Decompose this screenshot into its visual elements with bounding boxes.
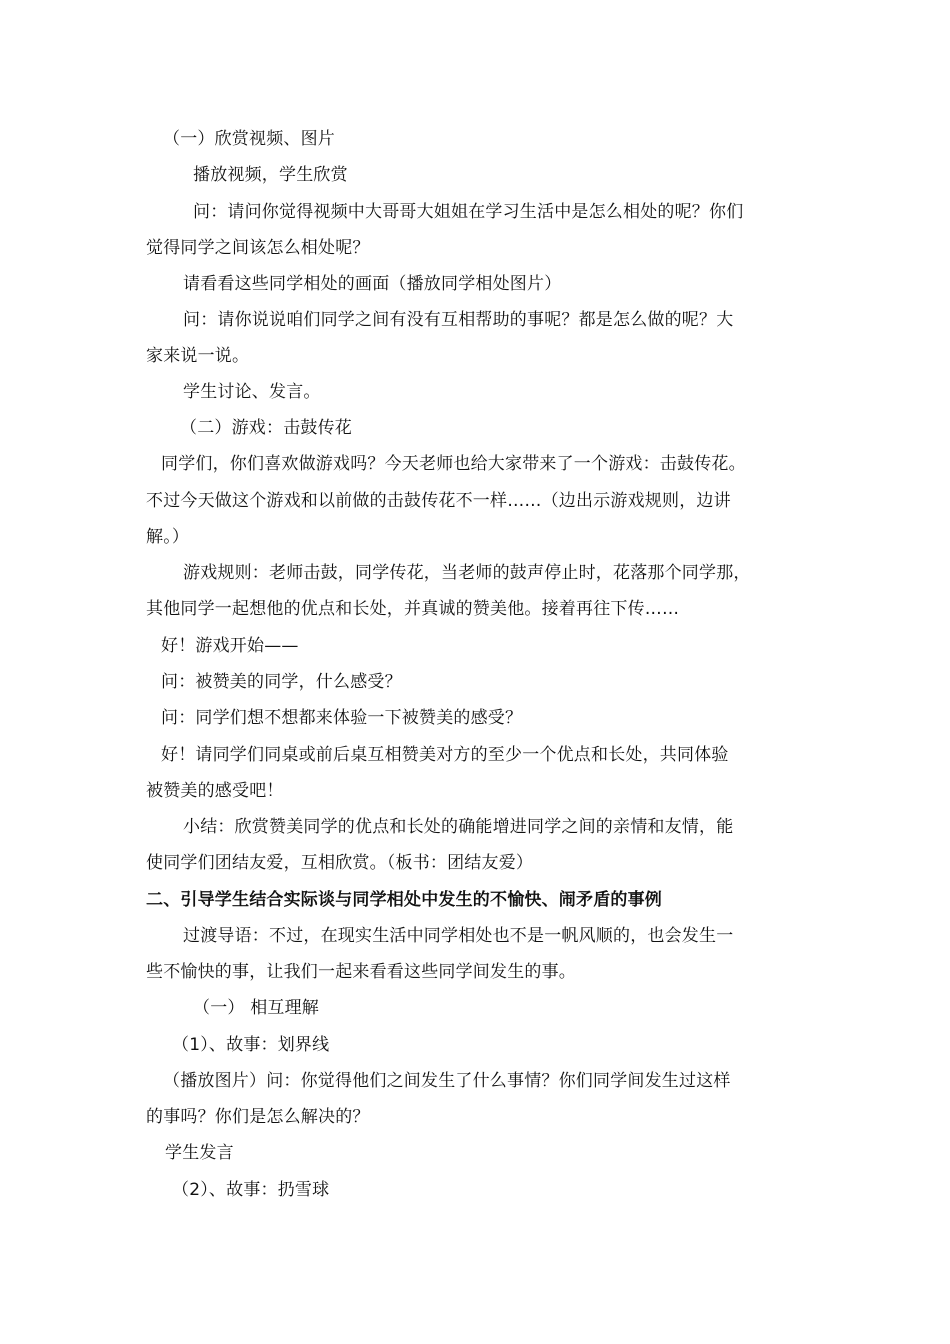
paragraph-line: 不过今天做这个游戏和以前做的击鼓传花不一样……（边出示游戏规则，边讲 — [146, 491, 731, 511]
paragraph-line: 觉得同学之间该怎么相处呢？ — [146, 238, 370, 258]
paragraph-line: 问：被赞美的同学，什么感受？ — [161, 672, 402, 692]
paragraph-line: 同学们，你们喜欢做游戏吗？今天老师也给大家带来了一个游戏：击鼓传花。 — [161, 454, 746, 474]
section-heading: 二、引导学生结合实际谈与同学相处中发生的不愉快、闹矛盾的事例 — [146, 890, 662, 910]
summary-line: 使同学们团结友爱，互相欣赏。（板书：团结友爱） — [146, 853, 534, 873]
paragraph-line: 的事吗？你们是怎么解决的？ — [146, 1107, 370, 1127]
subheading-mutual-understanding: （一） 相互理解 — [193, 998, 320, 1018]
paragraph-line: 过渡导语：不过，在现实生活中同学相处也不是一帆风顺的，也会发生一 — [183, 926, 734, 946]
paragraph-line: 问：请问你觉得视频中大哥哥大姐姐在学习生活中是怎么相处的呢？你们 — [193, 202, 744, 222]
paragraph-line: 学生讨论、发言。 — [183, 382, 321, 402]
subheading-video-images: （一）欣赏视频、图片 — [163, 129, 335, 149]
paragraph-line: 好！游戏开始—— — [161, 636, 299, 656]
paragraph-line: 请看看这些同学相处的画面（播放同学相处图片） — [183, 274, 562, 294]
subheading-game: （二）游戏：击鼓传花 — [180, 418, 352, 438]
story-heading: （2）、故事：扔雪球 — [172, 1180, 330, 1200]
paragraph-line: 家来说一说。 — [146, 346, 250, 366]
story-heading: （1）、故事：划界线 — [172, 1035, 330, 1055]
paragraph-line: 问：请你说说咱们同学之间有没有互相帮助的事呢？都是怎么做的呢？大 — [183, 310, 734, 330]
paragraph-line: 好！请同学们同桌或前后桌互相赞美对方的至少一个优点和长处，共同体验 — [161, 745, 729, 765]
paragraph-line: 播放视频，学生欣赏 — [193, 165, 348, 185]
paragraph-line: 被赞美的感受吧！ — [146, 781, 284, 801]
paragraph-line: 问：同学们想不想都来体验一下被赞美的感受？ — [161, 708, 523, 728]
paragraph-line: 游戏规则：老师击鼓，同学传花，当老师的鼓声停止时，花落那个同学那， — [183, 563, 751, 583]
paragraph-line: （播放图片）问：你觉得他们之间发生了什么事情？你们同学间发生过这样 — [163, 1071, 731, 1091]
paragraph-line: 其他同学一起想他的优点和长处，并真诚的赞美他。接着再往下传…… — [146, 599, 680, 619]
summary-line: 小结：欣赏赞美同学的优点和长处的确能增进同学之间的亲情和友情，能 — [183, 817, 734, 837]
paragraph-line: 学生发言 — [165, 1143, 234, 1163]
paragraph-line: 些不愉快的事，让我们一起来看看这些同学间发生的事。 — [146, 962, 576, 982]
paragraph-line: 解。） — [146, 527, 190, 547]
